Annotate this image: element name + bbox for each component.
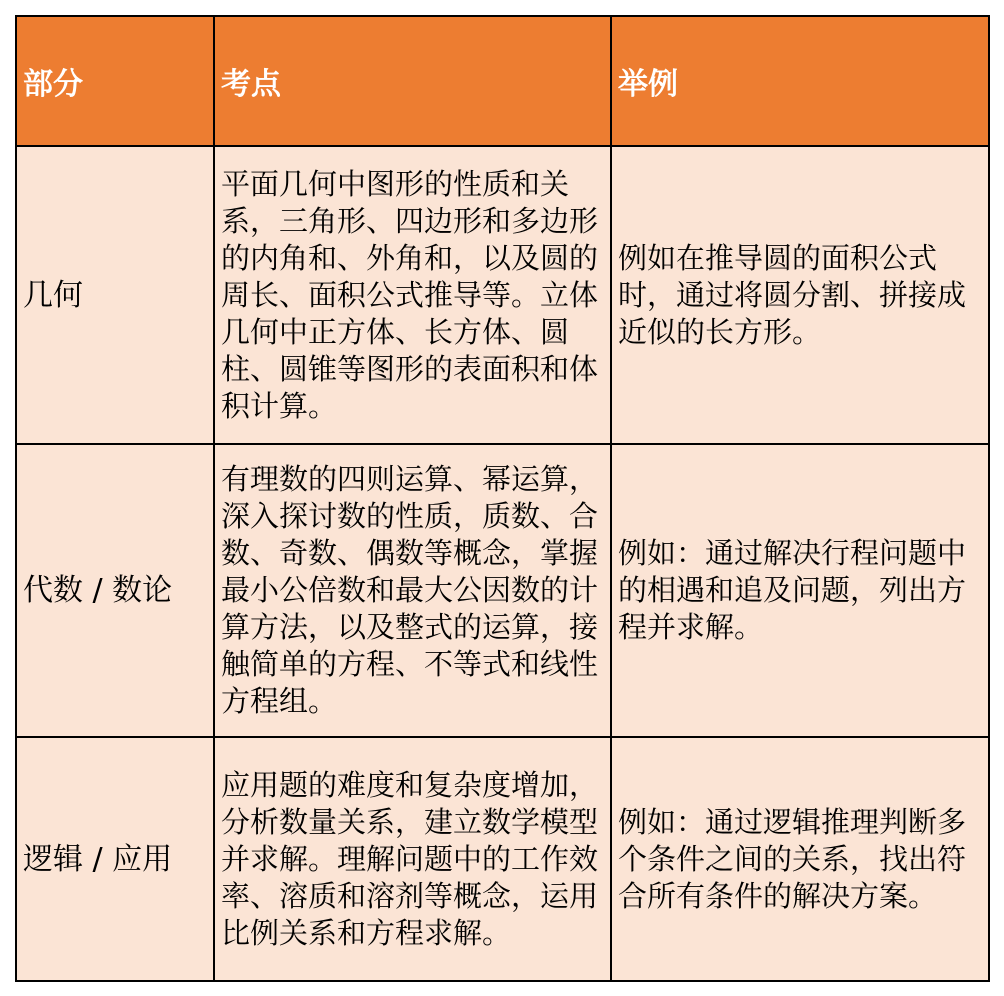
header-row [16, 16, 989, 146]
cell-example: 例如在推导圆的面积公式时，通过将圆分割、拼接成近似的长方形。 [611, 146, 989, 444]
cell-part: 几何 [16, 146, 214, 444]
table-body [16, 146, 989, 981]
header-points: 考点 [214, 16, 611, 146]
header-part: 部分 [16, 16, 214, 146]
knowledge-table [15, 15, 990, 982]
table-header [16, 16, 989, 146]
table-row [16, 146, 989, 444]
cell-points: 应用题的难度和复杂度增加，分析数量关系，建立数学模型并求解。理解问题中的工作效率、溶质和溶剂等概念，运用比例关系和方程求解。 [214, 737, 611, 981]
table-row [16, 444, 989, 737]
cell-points: 平面几何中图形的性质和关系，三角形、四边形和多边形的内角和、外角和，以及圆的周长、面积公式推导等。立体几何中正方体、长方体、圆柱、圆锥等图形的表面积和体积计算。 [214, 146, 611, 444]
table-row [16, 737, 989, 981]
cell-part: 代数 / 数论 [16, 444, 214, 737]
cell-points: 有理数的四则运算、幂运算，深入探讨数的性质，质数、合数、奇数、偶数等概念，掌握最小公倍数和最大公因数的计算方法，以及整式的运算，接触简单的方程、不等式和线性方程组。 [214, 444, 611, 737]
header-example: 举例 [611, 16, 989, 146]
cell-example: 例如：通过解决行程问题中的相遇和追及问题，列出方程并求解。 [611, 444, 989, 737]
cell-part: 逻辑 / 应用 [16, 737, 214, 981]
cell-example: 例如：通过逻辑推理判断多个条件之间的关系，找出符合所有条件的解决方案。 [611, 737, 989, 981]
